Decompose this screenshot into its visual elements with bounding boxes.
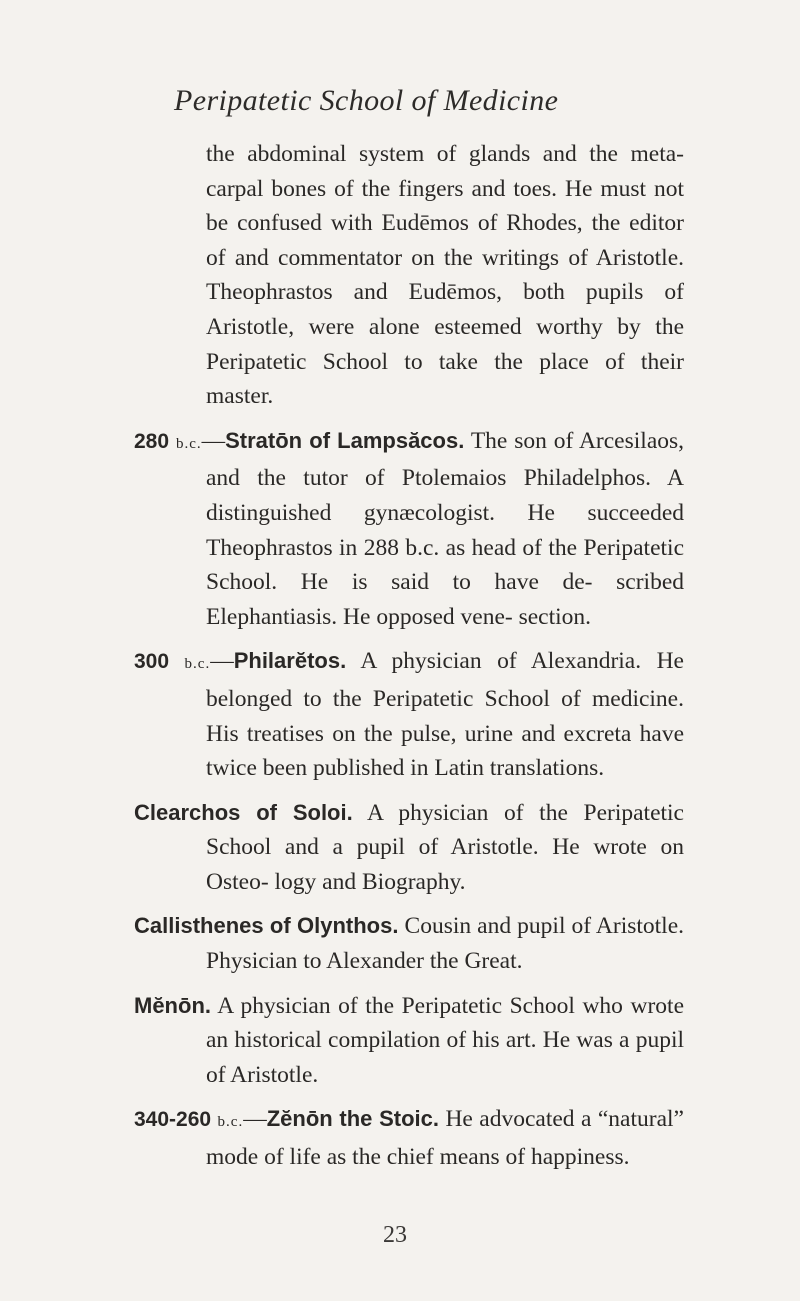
entry-callisthenes xyxy=(134,909,684,978)
entry-name: Zĕnōn the Stoic. xyxy=(266,1106,439,1132)
entry-name: Stratōn of Lampsăcos. xyxy=(225,427,465,453)
entry-era: b.c. xyxy=(175,435,202,452)
entry-text: A physician of the Peripatetic School and a pupil of Aristotle. He wrote on Osteo- logy and Biography. xyxy=(206,799,684,895)
entry-dash: — xyxy=(243,1106,267,1133)
entry-name: Philarĕtos. xyxy=(233,648,347,674)
entry-clearchos xyxy=(134,796,684,900)
entry-dash: — xyxy=(210,648,234,675)
entry-text: A physician of the Peripatetic School who wrote an historical compilation of his art. He was a pupil of Aristotle. xyxy=(206,992,684,1088)
entry-text: He advocated a “natural” mode of life as the chief means of happiness. xyxy=(206,1106,684,1171)
entry-dash: — xyxy=(201,427,226,454)
continuation-paragraph: the abdominal system of glands and the meta- carpal bones of the fingers and toes. He must not be confused with Eudēmos of Rhodes, the editor of and commentator on the writings of Aristotle. Theophrastos and Eudēmos, both pupils of Aristotle, were alone esteemed worthy by the Peripatetic School to take the place of their master. xyxy=(206,141,684,410)
entry-menon xyxy=(134,989,684,1093)
page-number: 23 xyxy=(383,1222,407,1248)
entry-date: 340-260 xyxy=(134,1108,212,1132)
entry-straton xyxy=(134,424,684,635)
entry-date: 280 xyxy=(134,429,170,453)
entry-name: Clearchos of Soloi. xyxy=(134,799,353,825)
entry-name: Mĕnōn. xyxy=(134,992,211,1018)
entry-text: Cousin and pupil of Aristotle. Physician to Alexander the Great. xyxy=(206,913,685,975)
entry-philaretos xyxy=(134,644,684,785)
entry-text: The son of Arcesilaos, and the tutor of Ptolemaios Philadelphos. A distinguished gynæcologist. He succeeded Theophrastos in 288 b.c. as head of the Peripatetic School. He is said to have de- scribed Elephantiasis. He opposed vene- section. xyxy=(206,427,685,630)
entry-zenon xyxy=(134,1102,684,1174)
entry-date: 300 xyxy=(134,650,170,674)
body-text xyxy=(134,137,684,1185)
entry-era: b.c. xyxy=(184,656,211,673)
entry-name: Callisthenes of Olynthos. xyxy=(134,913,399,939)
entry-text: A physician of Alexandria. He belonged to the Peripatetic School of medicine. His treatises on the pulse, urine and excreta have twice been published in Latin translations. xyxy=(206,648,684,782)
running-head: Peripatetic School of Medicine xyxy=(174,84,559,117)
entry-era: b.c. xyxy=(217,1114,244,1131)
